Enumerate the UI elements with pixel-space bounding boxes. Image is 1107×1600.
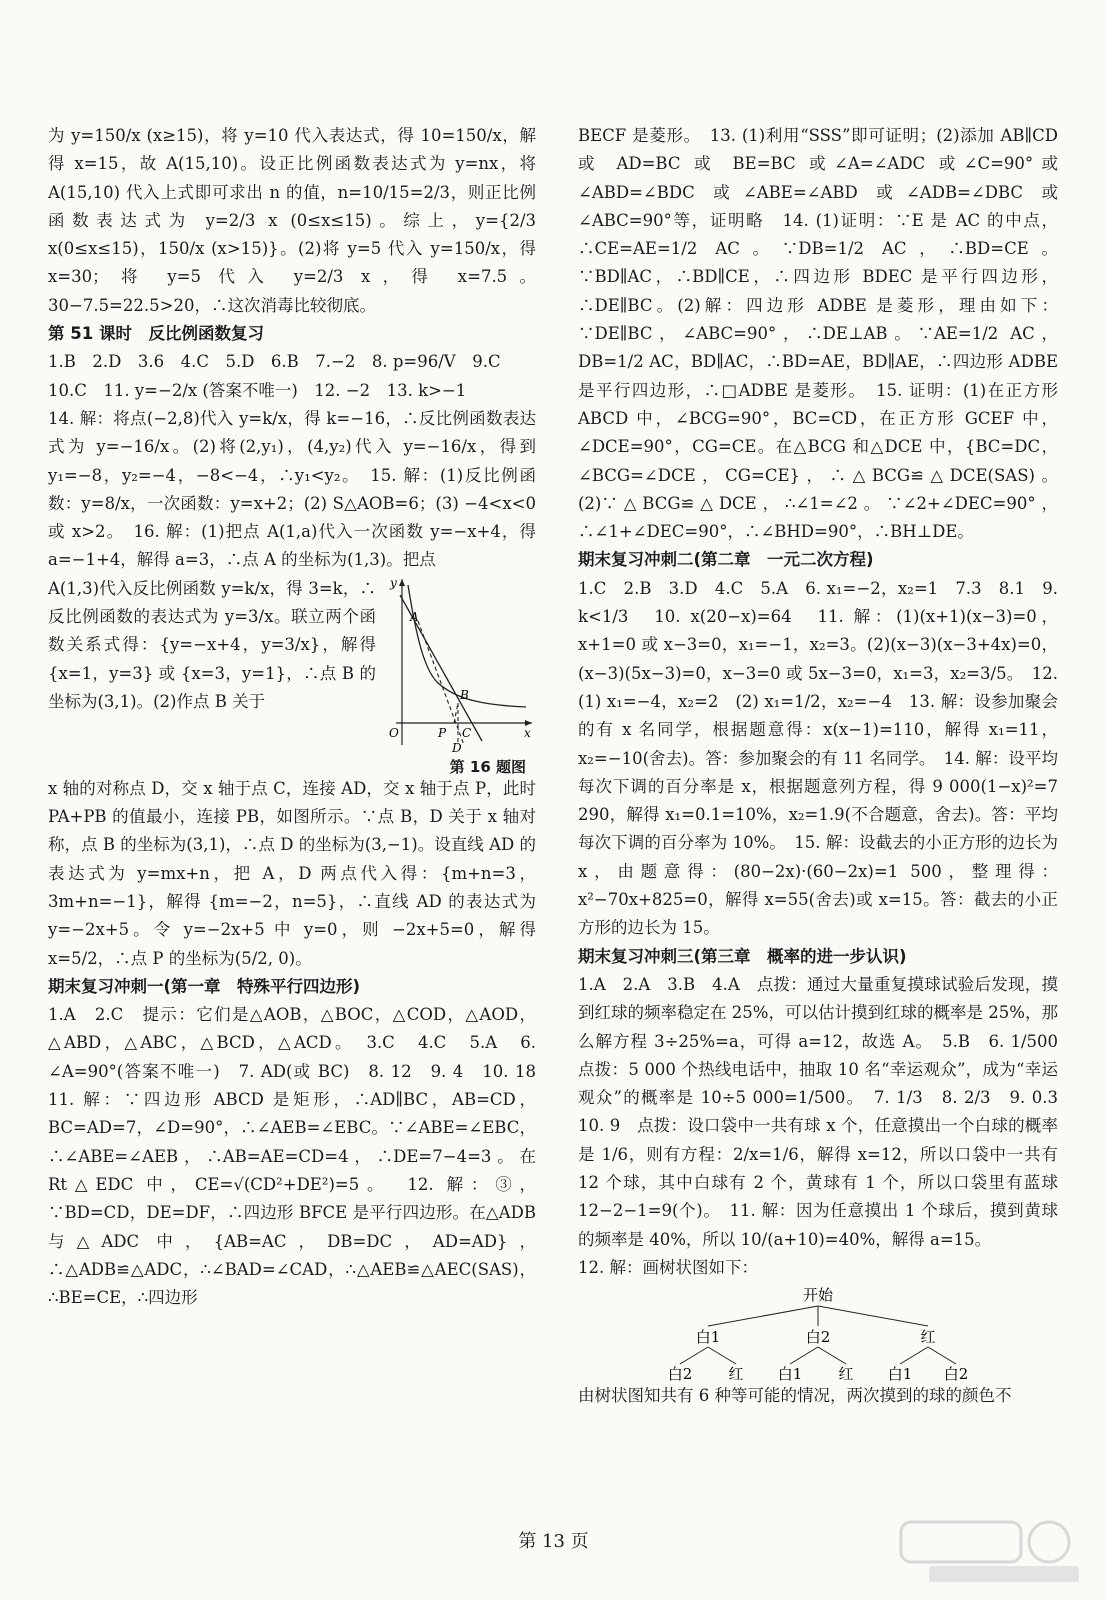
label-x: x (524, 725, 531, 740)
tree-node-l2: 白1 (887, 1365, 913, 1383)
tree-edge (708, 1306, 818, 1326)
heading-review-2: 期末复习冲刺二(第二章 一元二次方程) (578, 550, 874, 570)
label-b: B (460, 687, 469, 702)
label-o: O (389, 725, 399, 740)
q16-figure-caption: 第 16 题图 (449, 757, 526, 776)
tree-node-l2: 红 (728, 1365, 744, 1383)
label-d: D (452, 740, 462, 753)
tree-edge (708, 1347, 736, 1364)
tree-edge (680, 1347, 708, 1364)
paragraph-q16-part1: A(1,3)代入反比例函数 y=k/x，得 3=k，∴反比例函数的表达式为 y=3/x。联立两个函数关系式得：{y=−x+4，y=3/x}，解得 {x=1，y=3} 或 {x=3，y=1}，∴点 B 的坐标为(3,1)。(2)作点 B 关于 (48, 578, 376, 711)
watermark-logo (899, 1516, 1089, 1586)
heading-review-1: 期末复习冲刺一(第一章 特殊平行四边形) (48, 976, 361, 996)
watermark-frame (901, 1522, 1021, 1562)
heading-lesson-51: 第 51 课时 反比例函数复习 (48, 324, 264, 344)
watermark-url-bar (929, 1566, 1079, 1582)
paragraph-review-1: 1.A 2.C 提示：它们是△AOB，△BOC，△COD，△AOD，△ABD，△ABC，△BCD，△ACD。 3.C 4.C 5.A 6. ∠A=90°(答案不唯一) 7. AD(或 BC) 8. 12 9. 4 10. 18 11. 解：∵四边形 ABCD 是矩形，∴AD∥BC，AB=CD，BC=AD=7，∠D=90°，∴∠AEB=∠EBC。∵∠ABE=∠EBC，∴∠ABE=∠AEB，∴AB=AE=CD=4，∴DE=7−4=3。在 Rt△EDC 中，CE=√(CD²+DE²)=5。 12. 解：③，∵BD=CD，DE=DF，∴四边形 BFCE 是平行四边形。在△ADB 与△ADC 中，{AB=AC，DB=DC，AD=AD}，∴△ADB≌△ADC，∴∠BAD=∠CAD，∴△AEB≌△AEC(SAS)，∴BE=CE，∴四边形 (48, 1005, 553, 1308)
answers-row-2: 10.C 11. y=−2/x (答案不唯一) 12. −2 13. k>−1 (48, 380, 467, 400)
page-number: 第 13 页 (518, 1531, 589, 1552)
tree-edge (928, 1347, 956, 1364)
tree-edge (818, 1347, 846, 1364)
tree-node-l2: 白1 (777, 1365, 803, 1383)
paragraph-review-3: 1.A 2.A 3.B 4.A 点拨：通过大量重复摸球试验后发现，摸到红球的频率稳定在 25%，可以估计摸到红球的概率是 25%，那么解方程 3÷25%=a，可得 a=12，故选 A。 5.B 6. 1/500 点拨：5 000 个热线电话中，抽取 10 名“幸运观众”，成为“幸运观众”的概率是 10÷5 000=1/500。 7. 1/3 8. 2/3 9. 0.3 10. 9 点拨：设口袋中一共有球 x 个，任意摸出一个白球的概率是 1/6，则有方程：2/x=1/6，解得 x=12，所以口袋中一共有 12 个球，其中白球有 2 个，黄球有 1 个，所以口袋里有蓝球 12−2−1=9(个)。 11. 解：因为任意摸出 1 个球后，摸到黄球的频率是 40%，所以 10/(a+10)=40%，解得 a=15。 (578, 974, 1075, 1249)
paragraph-q12: 12. 解：画树状图如下： (578, 1257, 758, 1277)
tree-node-l2: 红 (838, 1365, 854, 1383)
paragraph-q13-q15: BECF 是菱形。 13. (1)利用“SSS”即可证明；(2)添加 AB∥CD 或 AD=BC 或 BE=BC 或∠A=∠ADC 或∠C=90°或∠ABD=∠BDC 或∠ABE=∠ABD 或∠ADB=∠DBC 或∠ABC=90°等，证明略 14. (1)证明：∵E 是 AC 的中点，∴CE=AE=1/2 AC。∵DB=1/2 AC，∴BD=CE。∵BD∥AC，∴BD∥CE，∴四边形 BDEC 是平行四边形，∴DE∥BC。(2)解：四边形 ADBE 是菱形，理由如下：∵DE∥BC，∠ABC=90°，∴DE⊥AB。∵AE=1/2 AC，DB=1/2 AC，BD∥AC，∴BD=AE，BD∥AE，∴四边形 ADBE 是平行四边形，∴□ADBE 是菱形。 15. 证明：(1)在正方形 ABCD 中，∠BCG=90°，BC=CD，在正方形 GCEF 中，∠DCE=90°，CG=CE。在△BCG 和△DCE 中，{BC=DC，∠BCG=∠DCE，CG=CE}，∴△BCG≌△DCE(SAS)。(2)∵△BCG≌△DCE，∴∠1=∠2。∵∠2+∠DEC=90°，∴∠1+∠DEC=90°，∴∠BHD=90°，∴BH⊥DE。 (578, 126, 1058, 542)
label-c: C (462, 725, 472, 740)
y-axis-arrow (399, 579, 405, 586)
tree-node-l2: 白2 (667, 1365, 693, 1383)
tree-node-l1: 白2 (805, 1328, 831, 1347)
paragraph-q16-part2: x 轴的对称点 D，交 x 轴于点 C，连接 AD，交 x 轴于点 P，此时 PA+PB 的值最小，连接 PB，如图所示。∵点 B，D 关于 x 轴对称，点 B 的坐标为(3,1)，∴点 D 的坐标为(3,−1)。设直线 AD 的表达式为 y=mx+n，把 A，D 两点代入得：{m+n=3，3m+n=−1}，解得 {m=−2，n=5}，∴直线 AD 的表达式为 y=−2x+5。令 y=−2x+5 中 y=0，则 −2x+5=0，解得 x=5/2，∴点 P 的坐标为(5/2, 0)。 (48, 778, 536, 968)
paragraph-review-2: 1.C 2.B 3.D 4.C 5.A 6. x₁=−2，x₂=1 7.3 8.1 9. k<1/3 10. x(20−x)=64 11. 解：(1)(x+1)(x−3)=0，x+1=0 或 x−3=0，x₁=−1，x₂=3。(2)(x−3)(x−3+4x)=0，(x−3)(5x−3)=0，x−3=0 或 5x−3=0，x₁=3，x₂=3/5。 12. (1) x₁=−4，x₂=2 (2) x₁=1/2，x₂=−4 13. 解：设参加聚会的有 x 名同学，根据题意得：x(x−1)=110，解得 x₁=11，x₂=−10(舍去)。答：参加聚会的有 11 名同学。 14. 解：设平均每次下调的百分率是 x，根据题意列方程，得 9 000(1−x)²=7 290，解得 x₁=0.1=10%，x₂=1.9(不合题意，舍去)。答：平均每次下调的百分率为 10%。 15. 解：设截去的小正方形的边长为 x，由题意得：(80−2x)·(60−2x)=1 500，整理得：x²−70x+825=0，解得 x=55(舍去)或 x=15。答：截去的小正方形的边长为 15。 (578, 578, 1058, 938)
tree-node-l1: 红 (920, 1328, 936, 1347)
heading-review-3: 期末复习冲刺三(第三章 概率的进一步认识) (578, 946, 907, 966)
watermark-circle (1029, 1522, 1069, 1562)
tree-diagram (658, 1286, 978, 1382)
paragraph-proportion-solution: 为 y=150/x (x≥15)，将 y=10 代入表达式，得 10=150/x，解得 x=15，故 A(15,10)。设正比例函数表达式为 y=nx，将 A(15,10) 代入上式即可求出 n 的值，n=10/15=2/3，则正比例函数表达式为 y=2/3 x (0≤x≤15)。综上，y={2/3 x(0≤x≤15)，150/x (x>15)}。(2)将 y=5 代入 y=150/x，得 x=30；将 y=5 代入 y=2/3 x，得 x=7.5。30−7.5=22.5>20，∴这次消毒比较彻底。 (48, 126, 536, 315)
tree-node-l1: 白1 (695, 1328, 721, 1347)
right-column (578, 122, 1075, 1410)
tree-root: 开始 (802, 1286, 834, 1305)
tree-edge (818, 1306, 928, 1326)
tree-edge (790, 1347, 818, 1364)
tree-edge (900, 1347, 928, 1364)
answers-row-1: 1.B 2.D 3.6 4.C 5.D 6.B 7.−2 8. p=96/V 9.C (48, 352, 501, 372)
tree-node-l2: 白2 (943, 1365, 969, 1383)
q16-figure (386, 575, 536, 753)
left-column (48, 122, 553, 1312)
label-y: y (390, 575, 397, 590)
segment-pb (454, 703, 458, 723)
q16-block (48, 575, 536, 775)
paragraph-final-line: 由树状图知共有 6 种等可能的情况，两次摸到的球的颜色不 (578, 1386, 1012, 1406)
label-p: P (438, 725, 447, 740)
label-a: A (410, 609, 419, 624)
paragraph-q14-q16: 14. 解：将点(−2,8)代入 y=k/x，得 k=−16，∴反比例函数表达式为 y=−16/x。(2)将(2,y₁)，(4,y₂)代入 y=−16/x，得到 y₁=−8，y₂=−4，−8<−4，∴y₁<y₂。 15. 解：(1)反比例函数：y=8/x，一次函数：y=x+2；(2) S△AOB=6；(3) −4<x<0 或 x>2。 16. 解：(1)把点 A(1,a)代入一次函数 y=−x+4，得 a=−1+4，解得 a=3，∴点 A 的坐标为(1,3)。把点 (48, 408, 536, 570)
